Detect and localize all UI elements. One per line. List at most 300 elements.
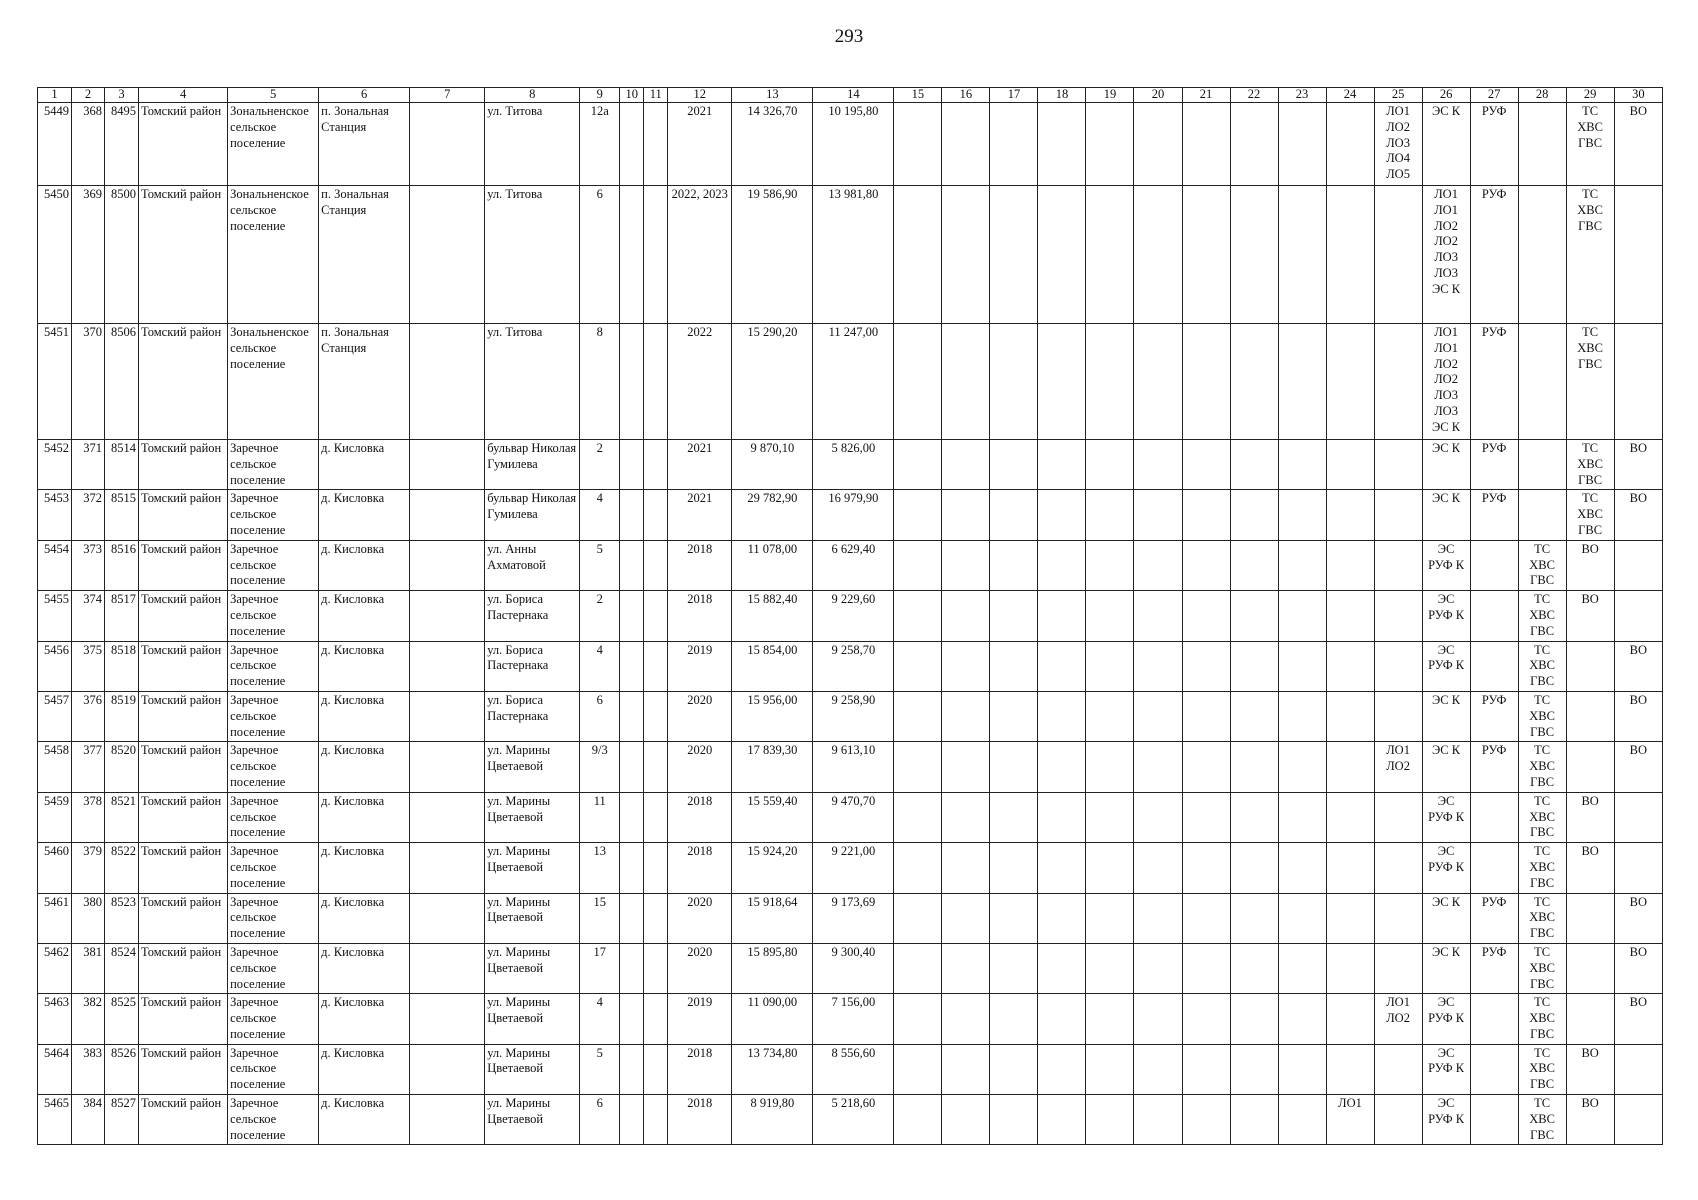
cell-line: ЛО3 <box>1434 250 1458 265</box>
cell-col-20 <box>1134 792 1182 842</box>
cell-col-22 <box>1230 893 1278 943</box>
cell-col-30 <box>1614 943 1662 993</box>
cell-line: ХВС <box>1529 910 1555 925</box>
cell-line: ГВС <box>1530 724 1555 739</box>
table-row <box>38 490 1663 540</box>
cell-col-8: ул. Марины Цветаевой <box>485 994 580 1044</box>
cell-line: ГВС <box>1530 1127 1555 1142</box>
cell-line: ГВС <box>1530 825 1555 840</box>
cell-col-2: 375 <box>72 641 105 691</box>
cell-line: ГВС <box>1530 875 1555 890</box>
table-row <box>38 893 1663 943</box>
cell-col-9: 11 <box>580 792 620 842</box>
column-number-13: 13 <box>732 88 813 103</box>
cell-col-10 <box>620 440 644 490</box>
cell-col-10 <box>620 943 644 993</box>
cell-col-7 <box>410 691 485 741</box>
cell-col-28 <box>1518 324 1566 440</box>
cell-col-17 <box>990 843 1038 893</box>
cell-col-22 <box>1230 1044 1278 1094</box>
cell-col-14: 6 629,40 <box>813 540 894 590</box>
cell-col-26 <box>1422 591 1470 641</box>
column-number-1: 1 <box>38 88 72 103</box>
cell-col-17 <box>990 1095 1038 1145</box>
cell-col-23 <box>1278 943 1326 993</box>
cell-col-23 <box>1278 1095 1326 1145</box>
cell-col-22 <box>1230 103 1278 186</box>
cell-col-21 <box>1182 490 1230 540</box>
cell-col-6: п. Зональная Станция <box>319 324 410 440</box>
cell-col-9: 4 <box>580 994 620 1044</box>
cell-line: ВО <box>1629 441 1647 455</box>
cell-col-7 <box>410 641 485 691</box>
cell-line: ВО <box>1581 1045 1599 1060</box>
cell-col-24 <box>1326 994 1374 1044</box>
cell-line: ХВС <box>1577 340 1603 355</box>
cell-col-12: 2019 <box>668 994 732 1044</box>
cell-col-26 <box>1422 1044 1470 1094</box>
cell-col-13: 15 918,64 <box>732 893 813 943</box>
cell-col-11 <box>644 490 668 540</box>
cell-col-13: 14 326,70 <box>732 103 813 186</box>
cell-col-30 <box>1614 591 1662 641</box>
table-row <box>38 591 1663 641</box>
cell-col-7 <box>410 994 485 1044</box>
cell-col-18 <box>1038 843 1086 893</box>
cell-col-2: 380 <box>72 893 105 943</box>
cell-col-30 <box>1614 540 1662 590</box>
cell-col-25 <box>1374 691 1422 741</box>
cell-line: ЛО1 <box>1386 995 1410 1010</box>
cell-col-11 <box>644 324 668 440</box>
cell-line: РУФ К <box>1428 557 1465 572</box>
cell-col-20 <box>1134 103 1182 186</box>
cell-line: РУФ К <box>1428 1061 1465 1076</box>
cell-col-15 <box>894 186 942 324</box>
cell-line: ТС <box>1534 541 1551 556</box>
cell-col-8: ул. Марины Цветаевой <box>485 893 580 943</box>
cell-col-28 <box>1518 893 1566 943</box>
cell-col-23 <box>1278 324 1326 440</box>
cell-col-28 <box>1518 591 1566 641</box>
cell-col-25 <box>1374 440 1422 490</box>
cell-col-16 <box>942 843 990 893</box>
cell-col-4: Томский район <box>139 641 228 691</box>
cell-col-7 <box>410 943 485 993</box>
cell-line: ХВС <box>1577 456 1603 471</box>
cell-col-20 <box>1134 440 1182 490</box>
cell-col-4: Томский район <box>139 186 228 324</box>
column-number-2: 2 <box>72 88 105 103</box>
cell-col-1: 5460 <box>38 843 72 893</box>
cell-line: ЛО4 <box>1386 151 1410 166</box>
cell-col-23 <box>1278 591 1326 641</box>
cell-col-27 <box>1470 103 1518 186</box>
column-number-19: 19 <box>1086 88 1134 103</box>
cell-col-19 <box>1086 591 1134 641</box>
cell-col-2: 370 <box>72 324 105 440</box>
cell-col-16 <box>942 994 990 1044</box>
cell-col-9: 6 <box>580 186 620 324</box>
cell-line: ВО <box>1629 104 1647 118</box>
cell-col-2: 371 <box>72 440 105 490</box>
cell-col-13: 9 870,10 <box>732 440 813 490</box>
cell-line: ХВС <box>1529 859 1555 874</box>
cell-col-5: Зональненское сельское поселение <box>228 186 319 324</box>
cell-line: ЛО2 <box>1386 1011 1410 1026</box>
cell-col-20 <box>1134 691 1182 741</box>
cell-col-6: д. Кисловка <box>319 843 410 893</box>
cell-col-7 <box>410 490 485 540</box>
cell-col-3: 8506 <box>105 324 139 440</box>
cell-col-13: 15 924,20 <box>732 843 813 893</box>
cell-col-18 <box>1038 1095 1086 1145</box>
cell-col-25 <box>1374 186 1422 324</box>
cell-line: ТС <box>1582 187 1599 201</box>
cell-col-14: 5 218,60 <box>813 1095 894 1145</box>
cell-col-20 <box>1134 490 1182 540</box>
cell-col-23 <box>1278 641 1326 691</box>
cell-col-9: 9/3 <box>580 742 620 792</box>
cell-line: ГВС <box>1578 218 1603 233</box>
cell-col-27 <box>1470 490 1518 540</box>
cell-col-16 <box>942 943 990 993</box>
cell-line: ЛО1 <box>1386 743 1410 758</box>
cell-line: ЭС <box>1437 844 1455 859</box>
cell-col-17 <box>990 591 1038 641</box>
cell-col-6: п. Зональная Станция <box>319 103 410 186</box>
cell-col-19 <box>1086 893 1134 943</box>
cell-col-15 <box>894 490 942 540</box>
cell-col-6: д. Кисловка <box>319 540 410 590</box>
cell-col-28 <box>1518 440 1566 490</box>
cell-line: РУФ <box>1481 491 1507 506</box>
cell-col-5: Заречное сельское поселение <box>228 641 319 691</box>
cell-col-4: Томский район <box>139 994 228 1044</box>
cell-col-5: Зональненское сельское поселение <box>228 103 319 186</box>
cell-col-28 <box>1518 1095 1566 1145</box>
cell-col-27 <box>1470 742 1518 792</box>
cell-col-20 <box>1134 742 1182 792</box>
cell-col-16 <box>942 540 990 590</box>
cell-col-9: 4 <box>580 641 620 691</box>
cell-line: ЛО3 <box>1434 265 1458 280</box>
cell-col-23 <box>1278 994 1326 1044</box>
cell-line: ВО <box>1581 541 1599 556</box>
cell-col-14: 8 556,60 <box>813 1044 894 1094</box>
cell-col-6: д. Кисловка <box>319 943 410 993</box>
cell-line: ГВС <box>1530 926 1555 941</box>
cell-col-27 <box>1470 540 1518 590</box>
cell-line: ЭС К <box>1432 281 1461 296</box>
cell-col-17 <box>990 540 1038 590</box>
cell-col-11 <box>644 893 668 943</box>
cell-col-4: Томский район <box>139 742 228 792</box>
cell-line: ТС <box>1534 692 1551 707</box>
cell-line: ЭС <box>1437 592 1455 607</box>
cell-col-28 <box>1518 943 1566 993</box>
cell-col-7 <box>410 540 485 590</box>
cell-col-1: 5463 <box>38 994 72 1044</box>
cell-line: ВО <box>1629 692 1647 707</box>
cell-col-6: д. Кисловка <box>319 893 410 943</box>
cell-col-22 <box>1230 591 1278 641</box>
cell-col-17 <box>990 440 1038 490</box>
cell-col-25 <box>1374 591 1422 641</box>
column-number-14: 14 <box>813 88 894 103</box>
cell-col-4: Томский район <box>139 440 228 490</box>
cell-line: ТС <box>1582 441 1599 455</box>
cell-line: ВО <box>1581 844 1599 859</box>
cell-col-24 <box>1326 440 1374 490</box>
cell-line: РУФ <box>1481 894 1507 909</box>
cell-col-10 <box>620 641 644 691</box>
cell-col-5: Заречное сельское поселение <box>228 893 319 943</box>
cell-col-8: ул. Титова <box>485 103 580 186</box>
cell-col-6: д. Кисловка <box>319 792 410 842</box>
cell-line: РУФ <box>1481 187 1507 201</box>
cell-col-10 <box>620 324 644 440</box>
cell-line: ЭС К <box>1432 944 1461 959</box>
cell-col-25 <box>1374 893 1422 943</box>
cell-col-14: 9 258,70 <box>813 641 894 691</box>
cell-col-20 <box>1134 843 1182 893</box>
cell-col-27 <box>1470 1095 1518 1145</box>
cell-line: ЭС К <box>1432 491 1461 506</box>
cell-col-26 <box>1422 691 1470 741</box>
cell-line: ЭС <box>1437 793 1455 808</box>
column-number-30: 30 <box>1614 88 1662 103</box>
cell-col-15 <box>894 440 942 490</box>
cell-col-9: 4 <box>580 490 620 540</box>
cell-col-15 <box>894 792 942 842</box>
cell-col-21 <box>1182 591 1230 641</box>
cell-col-9: 12а <box>580 103 620 186</box>
cell-col-10 <box>620 490 644 540</box>
cell-col-2: 376 <box>72 691 105 741</box>
cell-col-7 <box>410 440 485 490</box>
cell-col-7 <box>410 103 485 186</box>
cell-col-30 <box>1614 1095 1662 1145</box>
cell-col-16 <box>942 490 990 540</box>
cell-col-26 <box>1422 641 1470 691</box>
cell-col-18 <box>1038 994 1086 1044</box>
cell-line: ВО <box>1629 894 1647 909</box>
cell-col-28 <box>1518 641 1566 691</box>
column-number-23: 23 <box>1278 88 1326 103</box>
table-row <box>38 994 1663 1044</box>
cell-col-15 <box>894 1095 942 1145</box>
cell-col-30 <box>1614 324 1662 440</box>
cell-col-7 <box>410 742 485 792</box>
cell-line: ЭС <box>1437 995 1455 1010</box>
cell-line: ХВС <box>1529 557 1555 572</box>
cell-col-6: д. Кисловка <box>319 994 410 1044</box>
cell-col-4: Томский район <box>139 792 228 842</box>
cell-line: ГВС <box>1530 976 1555 991</box>
cell-col-26 <box>1422 103 1470 186</box>
cell-col-12: 2020 <box>668 893 732 943</box>
cell-col-8: бульвар Николая Гумилева <box>485 440 580 490</box>
cell-col-29 <box>1566 1095 1614 1145</box>
cell-col-24 <box>1326 691 1374 741</box>
cell-col-16 <box>942 103 990 186</box>
cell-col-9: 8 <box>580 324 620 440</box>
cell-col-18 <box>1038 641 1086 691</box>
cell-col-13: 15 290,20 <box>732 324 813 440</box>
cell-col-22 <box>1230 490 1278 540</box>
cell-col-2: 382 <box>72 994 105 1044</box>
cell-col-26 <box>1422 186 1470 324</box>
cell-col-29 <box>1566 324 1614 440</box>
cell-col-5: Заречное сельское поселение <box>228 440 319 490</box>
cell-col-24 <box>1326 893 1374 943</box>
cell-line: ЭС <box>1437 642 1455 657</box>
cell-col-13: 8 919,80 <box>732 1095 813 1145</box>
cell-col-5: Заречное сельское поселение <box>228 943 319 993</box>
cell-col-29 <box>1566 1044 1614 1094</box>
table-row <box>38 742 1663 792</box>
cell-col-7 <box>410 1044 485 1094</box>
cell-line: ХВС <box>1577 119 1603 134</box>
cell-col-18 <box>1038 540 1086 590</box>
cell-line: ЛО2 <box>1434 234 1458 249</box>
cell-col-21 <box>1182 641 1230 691</box>
cell-col-6: п. Зональная Станция <box>319 186 410 324</box>
cell-col-3: 8517 <box>105 591 139 641</box>
cell-col-22 <box>1230 186 1278 324</box>
cell-col-23 <box>1278 843 1326 893</box>
cell-col-13: 17 839,30 <box>732 742 813 792</box>
cell-col-16 <box>942 1095 990 1145</box>
cell-col-14: 10 195,80 <box>813 103 894 186</box>
cell-line: ТС <box>1534 844 1551 859</box>
cell-line: ГВС <box>1530 623 1555 638</box>
cell-col-11 <box>644 540 668 590</box>
cell-col-30 <box>1614 641 1662 691</box>
cell-col-7 <box>410 843 485 893</box>
cell-col-2: 377 <box>72 742 105 792</box>
cell-col-24 <box>1326 490 1374 540</box>
cell-col-10 <box>620 1095 644 1145</box>
cell-line: ГВС <box>1530 1077 1555 1092</box>
cell-line: ЛО1 <box>1338 1096 1362 1111</box>
column-number-29: 29 <box>1566 88 1614 103</box>
cell-col-14: 13 981,80 <box>813 186 894 324</box>
cell-line: ЭС К <box>1432 104 1461 118</box>
cell-col-7 <box>410 792 485 842</box>
cell-col-13: 11 090,00 <box>732 994 813 1044</box>
cell-col-17 <box>990 943 1038 993</box>
cell-line: ЭС <box>1437 1096 1455 1111</box>
cell-col-26 <box>1422 792 1470 842</box>
cell-col-3: 8518 <box>105 641 139 691</box>
column-number-28: 28 <box>1518 88 1566 103</box>
cell-col-6: д. Кисловка <box>319 490 410 540</box>
cell-col-14: 9 470,70 <box>813 792 894 842</box>
cell-col-11 <box>644 1095 668 1145</box>
cell-col-3: 8515 <box>105 490 139 540</box>
cell-col-10 <box>620 792 644 842</box>
cell-col-24 <box>1326 641 1374 691</box>
cell-col-23 <box>1278 742 1326 792</box>
cell-col-30 <box>1614 792 1662 842</box>
cell-line: РУФ <box>1481 104 1507 118</box>
cell-line: ЛО3 <box>1434 403 1458 418</box>
cell-line: ЛО1 <box>1434 340 1458 355</box>
cell-col-21 <box>1182 742 1230 792</box>
cell-col-22 <box>1230 691 1278 741</box>
cell-col-8: ул. Бориса Пастернака <box>485 591 580 641</box>
table-row <box>38 440 1663 490</box>
cell-col-11 <box>644 792 668 842</box>
cell-col-13: 11 078,00 <box>732 540 813 590</box>
cell-col-19 <box>1086 1095 1134 1145</box>
cell-col-16 <box>942 742 990 792</box>
cell-col-11 <box>644 691 668 741</box>
cell-col-24 <box>1326 792 1374 842</box>
cell-line: ЭС К <box>1432 419 1461 434</box>
cell-col-12: 2021 <box>668 103 732 186</box>
cell-line: РУФ <box>1481 325 1507 339</box>
cell-col-25 <box>1374 1044 1422 1094</box>
cell-col-15 <box>894 324 942 440</box>
cell-col-26 <box>1422 742 1470 792</box>
cell-col-11 <box>644 103 668 186</box>
cell-col-28 <box>1518 186 1566 324</box>
cell-col-1: 5452 <box>38 440 72 490</box>
cell-line: ТС <box>1582 491 1599 506</box>
cell-line: ГВС <box>1578 356 1603 371</box>
column-number-4: 4 <box>139 88 228 103</box>
cell-col-13: 15 895,80 <box>732 943 813 993</box>
cell-col-29 <box>1566 440 1614 490</box>
cell-line: ХВС <box>1529 759 1555 774</box>
cell-col-8: ул. Марины Цветаевой <box>485 792 580 842</box>
cell-col-8: ул. Марины Цветаевой <box>485 943 580 993</box>
cell-col-27 <box>1470 641 1518 691</box>
cell-col-3: 8520 <box>105 742 139 792</box>
cell-col-1: 5459 <box>38 792 72 842</box>
cell-col-16 <box>942 186 990 324</box>
cell-col-28 <box>1518 792 1566 842</box>
cell-col-12: 2020 <box>668 943 732 993</box>
cell-col-4: Томский район <box>139 490 228 540</box>
cell-col-3: 8526 <box>105 1044 139 1094</box>
cell-line: ЭС <box>1437 541 1455 556</box>
cell-col-15 <box>894 641 942 691</box>
cell-col-18 <box>1038 691 1086 741</box>
cell-line: ЭС К <box>1432 692 1461 707</box>
cell-line: ВО <box>1581 793 1599 808</box>
cell-col-16 <box>942 792 990 842</box>
cell-col-18 <box>1038 103 1086 186</box>
cell-col-14: 9 173,69 <box>813 893 894 943</box>
cell-col-2: 373 <box>72 540 105 590</box>
cell-col-19 <box>1086 540 1134 590</box>
table-row <box>38 691 1663 741</box>
cell-col-28 <box>1518 1044 1566 1094</box>
cell-line: РУФ К <box>1428 607 1465 622</box>
cell-col-9: 2 <box>580 440 620 490</box>
cell-col-21 <box>1182 843 1230 893</box>
cell-col-22 <box>1230 742 1278 792</box>
cell-col-12: 2022 <box>668 324 732 440</box>
column-number-3: 3 <box>105 88 139 103</box>
cell-col-1: 5462 <box>38 943 72 993</box>
cell-col-13: 15 882,40 <box>732 591 813 641</box>
cell-col-20 <box>1134 994 1182 1044</box>
